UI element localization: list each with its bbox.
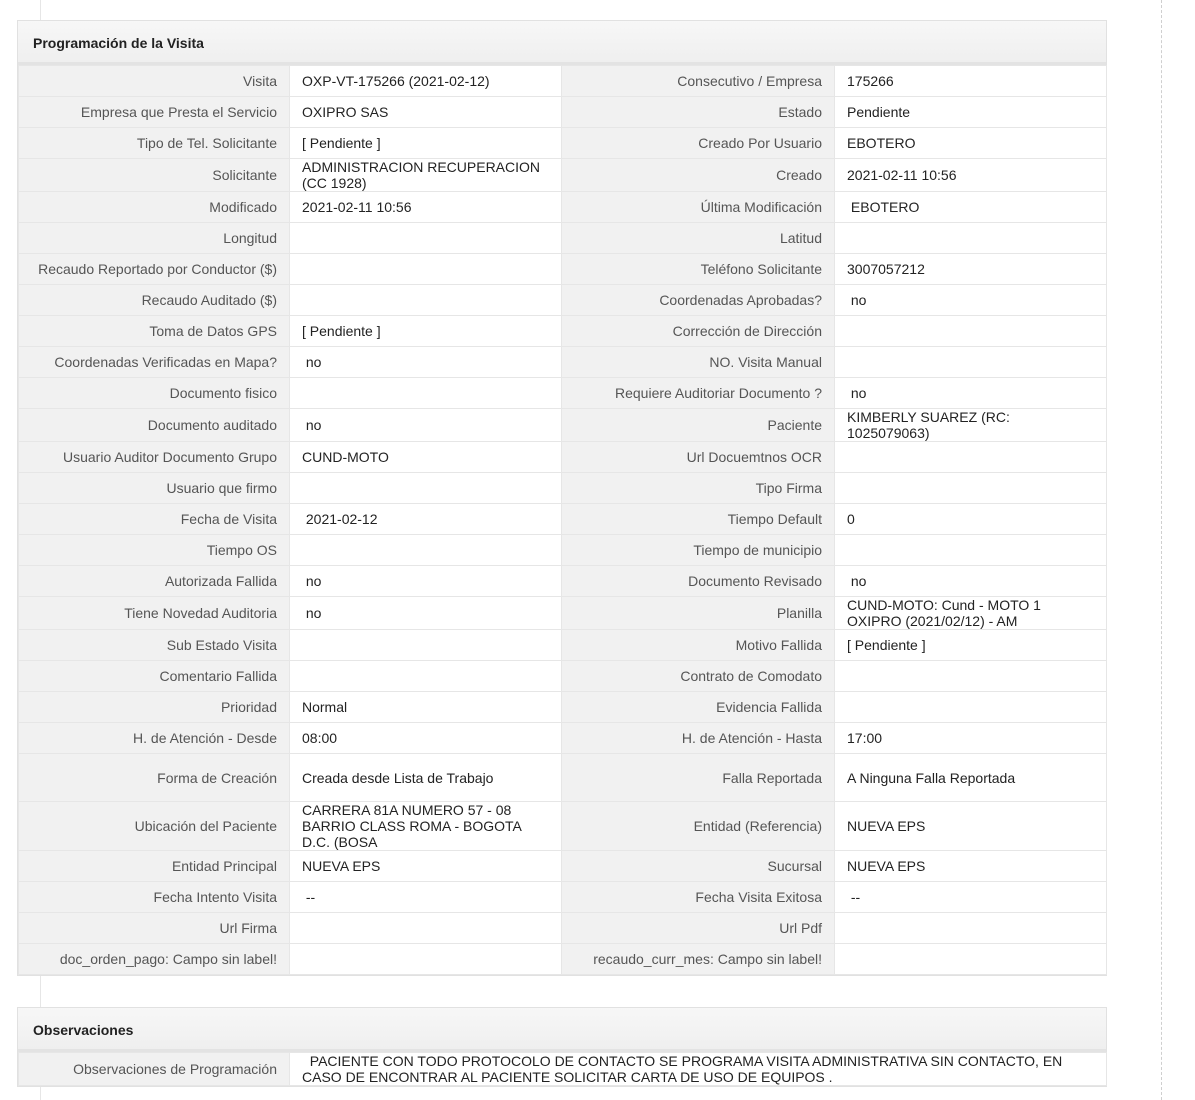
field-label: Tiempo de municipio (562, 535, 835, 566)
field-value: no (835, 566, 1107, 597)
field-label: Modificado (19, 192, 290, 223)
field-value: CUND-MOTO: Cund - MOTO 1 OXIPRO (2021/02/12) - AM (835, 597, 1107, 630)
field-label: H. de Atención - Hasta (562, 723, 835, 754)
field-value (290, 473, 562, 504)
field-value (835, 316, 1107, 347)
programacion-title: Programación de la Visita (18, 21, 1106, 65)
field-value (290, 661, 562, 692)
field-value (835, 347, 1107, 378)
field-label: Sub Estado Visita (19, 630, 290, 661)
field-label: Autorizada Fallida (19, 566, 290, 597)
table-row (19, 192, 1107, 223)
table-row (19, 851, 1107, 882)
table-row (19, 692, 1107, 723)
field-label: Recaudo Reportado por Conductor ($) (19, 254, 290, 285)
field-value: 2021-02-11 10:56 (835, 159, 1107, 192)
field-label: Entidad (Referencia) (562, 802, 835, 851)
field-value: EBOTERO (835, 192, 1107, 223)
field-value: 2021-02-11 10:56 (290, 192, 562, 223)
field-label: Fecha de Visita (19, 504, 290, 535)
observaciones-title: Observaciones (18, 1008, 1106, 1052)
field-label: Paciente (562, 409, 835, 442)
field-label: Empresa que Presta el Servicio (19, 97, 290, 128)
field-label: H. de Atención - Desde (19, 723, 290, 754)
field-value: 2021-02-12 (290, 504, 562, 535)
table-row (19, 285, 1107, 316)
field-label: Visita (19, 66, 290, 97)
field-label: Solicitante (19, 159, 290, 192)
table-row (19, 1053, 1107, 1086)
programacion-table (18, 65, 1107, 975)
field-value: A Ninguna Falla Reportada (835, 754, 1107, 802)
table-row (19, 913, 1107, 944)
field-label: Prioridad (19, 692, 290, 723)
field-label: Comentario Fallida (19, 661, 290, 692)
table-row (19, 97, 1107, 128)
table-row (19, 504, 1107, 535)
field-label: recaudo_curr_mes: Campo sin label! (562, 944, 835, 975)
field-label: Longitud (19, 223, 290, 254)
field-label: Recaudo Auditado ($) (19, 285, 290, 316)
field-value: no (290, 347, 562, 378)
field-label: Requiere Auditoriar Documento ? (562, 378, 835, 409)
table-row (19, 254, 1107, 285)
field-label: Corrección de Dirección (562, 316, 835, 347)
field-value: OXP-VT-175266 (2021-02-12) (290, 66, 562, 97)
field-value (290, 285, 562, 316)
field-label: Estado (562, 97, 835, 128)
field-label: Forma de Creación (19, 754, 290, 802)
field-label: Consecutivo / Empresa (562, 66, 835, 97)
field-label: Latitud (562, 223, 835, 254)
field-label: NO. Visita Manual (562, 347, 835, 378)
field-label: Contrato de Comodato (562, 661, 835, 692)
table-row (19, 944, 1107, 975)
field-label: Usuario que firmo (19, 473, 290, 504)
field-label: Coordenadas Verificadas en Mapa? (19, 347, 290, 378)
right-dashed-divider (1161, 0, 1162, 1100)
field-label: Documento Revisado (562, 566, 835, 597)
field-value (835, 442, 1107, 473)
table-row (19, 316, 1107, 347)
programacion-rows (19, 66, 1107, 975)
field-label: Falla Reportada (562, 754, 835, 802)
field-value (835, 913, 1107, 944)
field-value (290, 254, 562, 285)
field-label: Creado (562, 159, 835, 192)
field-value (835, 473, 1107, 504)
field-value (290, 944, 562, 975)
field-label: Teléfono Solicitante (562, 254, 835, 285)
field-value: 175266 (835, 66, 1107, 97)
field-label: Evidencia Fallida (562, 692, 835, 723)
table-row (19, 223, 1107, 254)
field-value: OXIPRO SAS (290, 97, 562, 128)
field-value: no (290, 409, 562, 442)
table-row (19, 661, 1107, 692)
field-value: Normal (290, 692, 562, 723)
field-value: CUND-MOTO (290, 442, 562, 473)
table-row (19, 128, 1107, 159)
field-label: Documento auditado (19, 409, 290, 442)
field-value: 3007057212 (835, 254, 1107, 285)
field-value: EBOTERO (835, 128, 1107, 159)
field-value (835, 661, 1107, 692)
field-value (290, 223, 562, 254)
table-row (19, 347, 1107, 378)
observaciones-table (18, 1052, 1107, 1086)
field-label: Url Docuemtnos OCR (562, 442, 835, 473)
field-label: doc_orden_pago: Campo sin label! (19, 944, 290, 975)
field-label: Coordenadas Aprobadas? (562, 285, 835, 316)
field-value (290, 535, 562, 566)
field-label: Motivo Fallida (562, 630, 835, 661)
field-label: Ubicación del Paciente (19, 802, 290, 851)
field-value: [ Pendiente ] (290, 316, 562, 347)
field-value: [ Pendiente ] (290, 128, 562, 159)
field-value: Pendiente (835, 97, 1107, 128)
field-value (290, 378, 562, 409)
field-label: Última Modificación (562, 192, 835, 223)
field-value: 08:00 (290, 723, 562, 754)
field-value: [ Pendiente ] (835, 630, 1107, 661)
field-label: Toma de Datos GPS (19, 316, 290, 347)
table-row (19, 159, 1107, 192)
field-value: -- (835, 882, 1107, 913)
field-label: Url Pdf (562, 913, 835, 944)
field-value (835, 223, 1107, 254)
observaciones-label: Observaciones de Programación (19, 1053, 290, 1086)
table-row (19, 566, 1107, 597)
field-label: Tipo de Tel. Solicitante (19, 128, 290, 159)
table-row (19, 66, 1107, 97)
field-value: ADMINISTRACION RECUPERACION (CC 1928) (290, 159, 562, 192)
table-row (19, 378, 1107, 409)
field-value: no (835, 378, 1107, 409)
programacion-panel (17, 20, 1107, 976)
field-value: Creada desde Lista de Trabajo (290, 754, 562, 802)
table-row (19, 630, 1107, 661)
field-value (835, 535, 1107, 566)
field-value: no (290, 566, 562, 597)
field-label: Entidad Principal (19, 851, 290, 882)
field-value: no (290, 597, 562, 630)
observaciones-value: PACIENTE CON TODO PROTOCOLO DE CONTACTO SE PROGRAMA VISITA ADMINISTRATIVA SIN CONTACTO, EN CASO DE ENCONTRAR AL PACIENTE SOLICITAR CARTA DE USO DE EQUIPOS . (290, 1053, 1107, 1086)
field-value (290, 630, 562, 661)
field-value: CARRERA 81A NUMERO 57 - 08 BARRIO CLASS ROMA - BOGOTA D.C. (BOSA (290, 802, 562, 851)
field-label: Tiene Novedad Auditoria (19, 597, 290, 630)
table-row (19, 754, 1107, 802)
field-label: Creado Por Usuario (562, 128, 835, 159)
field-label: Sucursal (562, 851, 835, 882)
field-label: Fecha Intento Visita (19, 882, 290, 913)
field-value: NUEVA EPS (290, 851, 562, 882)
field-value: no (835, 285, 1107, 316)
field-value: KIMBERLY SUAREZ (RC: 1025079063) (835, 409, 1107, 442)
field-label: Tipo Firma (562, 473, 835, 504)
table-row (19, 802, 1107, 851)
field-value: 17:00 (835, 723, 1107, 754)
table-row (19, 597, 1107, 630)
observaciones-panel (17, 1007, 1107, 1087)
field-value (835, 692, 1107, 723)
field-label: Documento fisico (19, 378, 290, 409)
field-label: Planilla (562, 597, 835, 630)
field-label: Tiempo Default (562, 504, 835, 535)
table-row (19, 409, 1107, 442)
field-value (290, 913, 562, 944)
table-row (19, 882, 1107, 913)
table-row (19, 442, 1107, 473)
field-label: Url Firma (19, 913, 290, 944)
table-row (19, 535, 1107, 566)
field-value: NUEVA EPS (835, 802, 1107, 851)
field-value (835, 944, 1107, 975)
table-row (19, 723, 1107, 754)
field-label: Usuario Auditor Documento Grupo (19, 442, 290, 473)
field-label: Fecha Visita Exitosa (562, 882, 835, 913)
table-row (19, 473, 1107, 504)
field-value: -- (290, 882, 562, 913)
field-value: NUEVA EPS (835, 851, 1107, 882)
field-value: 0 (835, 504, 1107, 535)
field-label: Tiempo OS (19, 535, 290, 566)
